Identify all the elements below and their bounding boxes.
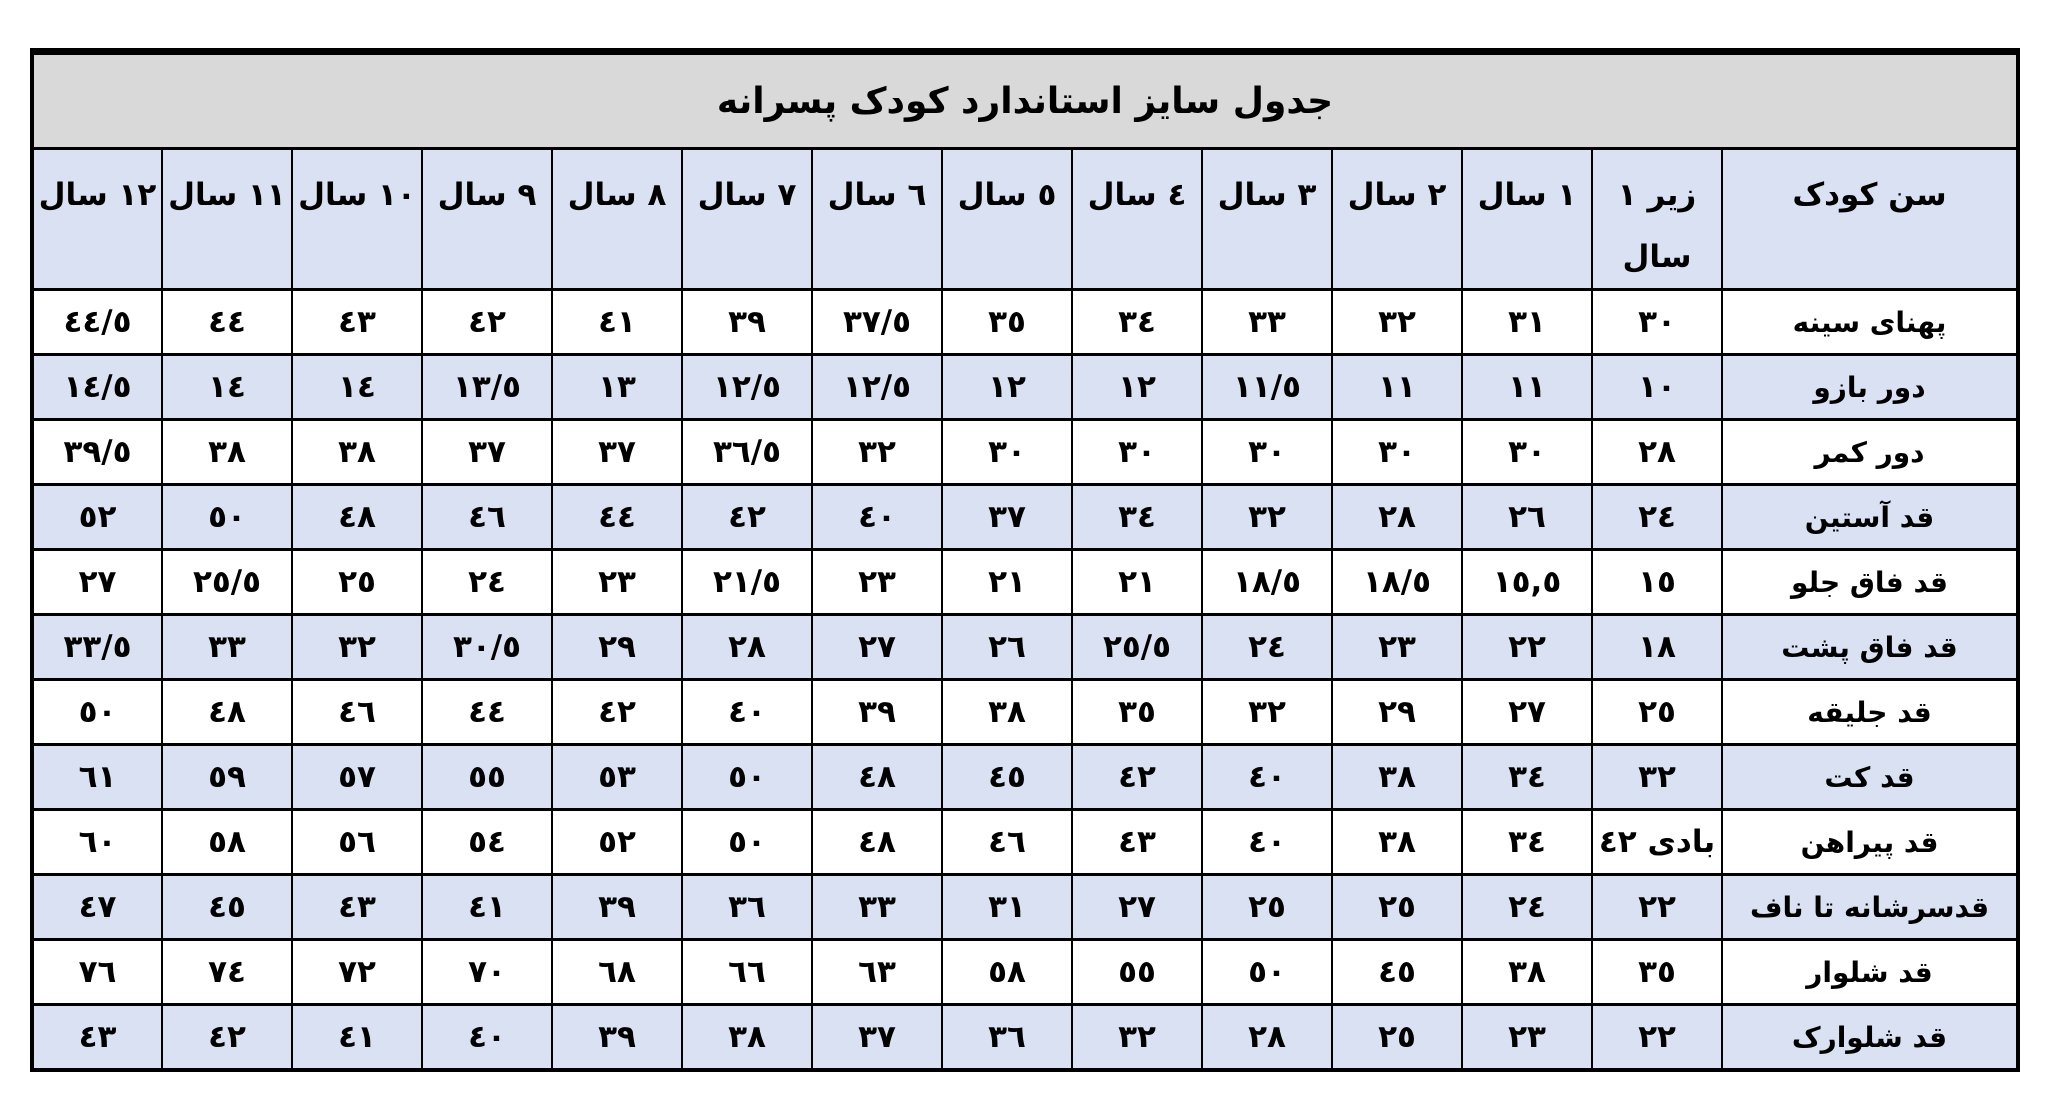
size-value-cell: ٤٠	[422, 1005, 552, 1071]
size-value-cell: ٢٦	[942, 615, 1072, 680]
size-value-cell: ٤٨	[292, 485, 422, 550]
size-value-cell: ٣٣	[162, 615, 292, 680]
size-value-cell: ٥٠	[32, 680, 162, 745]
size-value-cell: ٢٥	[1332, 875, 1462, 940]
size-value-cell: ٤٢	[682, 485, 812, 550]
size-value-cell: ٢٣	[812, 550, 942, 615]
size-value-cell: ٣٠	[1592, 290, 1722, 355]
size-value-cell: ٥٧	[292, 745, 422, 810]
size-value-cell: ٤٥	[162, 875, 292, 940]
size-value-cell: ٤١	[552, 290, 682, 355]
table-head	[32, 52, 2018, 290]
size-value-cell: ٤١	[292, 1005, 422, 1071]
size-value-cell: ٣٩	[552, 875, 682, 940]
size-value-cell: ٢٨	[1202, 1005, 1332, 1071]
size-value-cell: ١٤/٥	[32, 355, 162, 420]
size-value-cell: ٣٢	[812, 420, 942, 485]
size-value-cell: ٤٠	[1202, 810, 1332, 875]
size-value-cell: ٢٥	[1592, 680, 1722, 745]
size-value-cell: ٤٢	[422, 290, 552, 355]
size-value-cell: ٢٣	[552, 550, 682, 615]
size-value-cell: ٣٨	[162, 420, 292, 485]
size-value-cell: ٤٤/٥	[32, 290, 162, 355]
table-row	[32, 420, 2018, 485]
size-value-cell: ٢٥	[1202, 875, 1332, 940]
size-value-cell: ٢٢	[1592, 1005, 1722, 1071]
size-value-cell: ٢٨	[1332, 485, 1462, 550]
size-value-cell: ٣٣/٥	[32, 615, 162, 680]
size-value-cell: ٣٨	[292, 420, 422, 485]
size-value-cell: ١٢/٥	[812, 355, 942, 420]
size-value-cell: ٢١	[1072, 550, 1202, 615]
size-value-cell: ٣٧	[942, 485, 1072, 550]
size-value-cell: ٢٦	[1462, 485, 1592, 550]
size-value-cell: ٤٤	[552, 485, 682, 550]
size-value-cell: ٥٥	[1072, 940, 1202, 1005]
size-value-cell: ٣٧	[422, 420, 552, 485]
table-row	[32, 680, 2018, 745]
size-value-cell: ٣٢	[1072, 1005, 1202, 1071]
table-row	[32, 615, 2018, 680]
size-value-cell: ٣٢	[1332, 290, 1462, 355]
size-value-cell: ٥٢	[32, 485, 162, 550]
size-value-cell: ١٥	[1592, 550, 1722, 615]
size-value-cell: ٤٢	[162, 1005, 292, 1071]
table-row	[32, 290, 2018, 355]
size-value-cell: ٥٨	[162, 810, 292, 875]
size-value-cell: ٣٨	[1462, 940, 1592, 1005]
size-value-cell: ٣٢	[1592, 745, 1722, 810]
size-value-cell: ٢٩	[552, 615, 682, 680]
size-value-cell: ٤٦	[422, 485, 552, 550]
size-value-cell: ٦٠	[32, 810, 162, 875]
size-value-cell: ١٠	[1592, 355, 1722, 420]
size-value-cell: ٣٠	[1202, 420, 1332, 485]
size-value-cell: ٣١	[1462, 290, 1592, 355]
size-value-cell: ٣٠	[1332, 420, 1462, 485]
age-column-header: ١ سال	[1462, 149, 1592, 290]
size-value-cell: ٤٧	[32, 875, 162, 940]
size-value-cell: ٣٩/٥	[32, 420, 162, 485]
title-row	[32, 52, 2018, 149]
size-value-cell: ٢١/٥	[682, 550, 812, 615]
age-column-header: ١٠ سال	[292, 149, 422, 290]
table-row	[32, 745, 2018, 810]
size-value-cell: ٢٧	[1462, 680, 1592, 745]
size-value-cell: ٢٤	[422, 550, 552, 615]
size-value-cell: ٣٩	[552, 1005, 682, 1071]
size-value-cell: ٢٥/٥	[1072, 615, 1202, 680]
size-value-cell: ٤٠	[682, 680, 812, 745]
size-value-cell: ٣٠/٥	[422, 615, 552, 680]
size-value-cell: ٦٣	[812, 940, 942, 1005]
size-value-cell: ٥٣	[552, 745, 682, 810]
size-value-cell: ٣٠	[1462, 420, 1592, 485]
size-value-cell: ٧٤	[162, 940, 292, 1005]
size-value-cell: ١٣	[552, 355, 682, 420]
size-value-cell: ٢٧	[1072, 875, 1202, 940]
size-value-cell: ١٢	[1072, 355, 1202, 420]
size-value-cell: ١٢	[942, 355, 1072, 420]
corner-header-child-age: سن کودک	[1722, 149, 2018, 290]
age-column-header: ٣ سال	[1202, 149, 1332, 290]
size-value-cell: ٣٧	[812, 1005, 942, 1071]
size-value-cell: ٥٤	[422, 810, 552, 875]
size-value-cell: ٣٤	[1462, 745, 1592, 810]
size-value-cell: ٥٦	[292, 810, 422, 875]
age-column-header: ٧ سال	[682, 149, 812, 290]
age-column-header: ٦ سال	[812, 149, 942, 290]
size-value-cell: ٦١	[32, 745, 162, 810]
size-value-cell: ٢٤	[1462, 875, 1592, 940]
row-label: قد شلوارک	[1722, 1005, 2018, 1071]
size-value-cell: ٣٤	[1072, 290, 1202, 355]
size-value-cell: ٢٣	[1462, 1005, 1592, 1071]
size-value-cell: ٢٩	[1332, 680, 1462, 745]
size-value-cell: ٣٦	[682, 875, 812, 940]
row-label: قد فاق جلو	[1722, 550, 2018, 615]
age-column-header: ١٢ سال	[32, 149, 162, 290]
size-value-cell: ١٣/٥	[422, 355, 552, 420]
size-value-cell: ٣٣	[812, 875, 942, 940]
size-value-cell: ٣٦	[942, 1005, 1072, 1071]
size-value-cell: ٤٣	[32, 1005, 162, 1071]
table-row	[32, 875, 2018, 940]
size-value-cell: ٣٤	[1072, 485, 1202, 550]
size-value-cell: ٢٥/٥	[162, 550, 292, 615]
row-label: دور بازو	[1722, 355, 2018, 420]
size-value-cell: ٣٨	[1332, 810, 1462, 875]
size-value-cell: ٤٠	[812, 485, 942, 550]
size-value-cell: ٧٢	[292, 940, 422, 1005]
size-value-cell: ٣٥	[1592, 940, 1722, 1005]
size-value-cell: ٣٧	[552, 420, 682, 485]
table-row	[32, 485, 2018, 550]
size-value-cell: ٦٦	[682, 940, 812, 1005]
size-value-cell: ٣٢	[292, 615, 422, 680]
size-value-cell: ٣٨	[682, 1005, 812, 1071]
size-value-cell: ٢٥	[1332, 1005, 1462, 1071]
size-value-cell: ٢٣	[1332, 615, 1462, 680]
size-value-cell: ١٨/٥	[1202, 550, 1332, 615]
size-value-cell: ١٤	[292, 355, 422, 420]
size-value-cell: ٢١	[942, 550, 1072, 615]
size-value-cell: ١١	[1462, 355, 1592, 420]
size-value-cell: ٢٢	[1592, 875, 1722, 940]
size-value-cell: ٤٠	[1202, 745, 1332, 810]
age-column-header: ٤ سال	[1072, 149, 1202, 290]
header-row	[32, 149, 2018, 290]
size-value-cell: ٣١	[942, 875, 1072, 940]
size-value-cell: ٤٢	[552, 680, 682, 745]
size-value-cell: ١٨	[1592, 615, 1722, 680]
size-value-cell: ٣٥	[1072, 680, 1202, 745]
row-label: پهنای سینه	[1722, 290, 2018, 355]
size-value-cell: ٥٩	[162, 745, 292, 810]
size-value-cell: ٥٠	[682, 810, 812, 875]
size-value-cell: ٣٣	[1202, 290, 1332, 355]
age-column-header: زیر ١ سال	[1592, 149, 1722, 290]
size-value-cell: ٣٢	[1202, 680, 1332, 745]
size-value-cell: ٤٤	[422, 680, 552, 745]
size-value-cell: ٤٤	[162, 290, 292, 355]
size-value-cell: ١١	[1332, 355, 1462, 420]
age-column-header: ٥ سال	[942, 149, 1072, 290]
size-value-cell: ٢٨	[1592, 420, 1722, 485]
size-value-cell: ٣٠	[1072, 420, 1202, 485]
size-value-cell: ٤٥	[1332, 940, 1462, 1005]
size-value-cell: ٢٤	[1202, 615, 1332, 680]
size-value-cell: ٥٨	[942, 940, 1072, 1005]
size-value-cell: ١٨/٥	[1332, 550, 1462, 615]
size-value-cell: ٣٨	[1332, 745, 1462, 810]
size-value-cell: ٣٢	[1202, 485, 1332, 550]
size-value-cell: ٥٠	[682, 745, 812, 810]
size-value-cell: ٤٦	[942, 810, 1072, 875]
size-value-cell: ٤٥	[942, 745, 1072, 810]
size-value-cell: ٢٧	[812, 615, 942, 680]
size-value-cell: ٢٤	[1592, 485, 1722, 550]
size-value-cell: ٣٧/٥	[812, 290, 942, 355]
size-value-cell: ٤١	[422, 875, 552, 940]
size-value-cell: ٢٨	[682, 615, 812, 680]
size-value-cell: ١٤	[162, 355, 292, 420]
size-value-cell: ١٥,٥	[1462, 550, 1592, 615]
size-value-cell: ٤٨	[812, 745, 942, 810]
table-row	[32, 550, 2018, 615]
age-column-header: ٩ سال	[422, 149, 552, 290]
table-row	[32, 355, 2018, 420]
row-label: قد کت	[1722, 745, 2018, 810]
table-body	[32, 290, 2018, 1071]
size-value-cell: ٤٣	[292, 875, 422, 940]
size-value-cell: ٤٣	[1072, 810, 1202, 875]
table-row	[32, 810, 2018, 875]
size-value-cell: ٤٨	[812, 810, 942, 875]
size-value-cell: ٤٨	[162, 680, 292, 745]
age-column-header: ٢ سال	[1332, 149, 1462, 290]
size-value-cell: ٤٦	[292, 680, 422, 745]
row-label: قد شلوار	[1722, 940, 2018, 1005]
size-value-cell: ٥٠	[1202, 940, 1332, 1005]
size-value-cell: ٦٨	[552, 940, 682, 1005]
size-value-cell: ٣٦/٥	[682, 420, 812, 485]
table-row	[32, 940, 2018, 1005]
row-label: قد جلیقه	[1722, 680, 2018, 745]
size-value-cell: ٢٥	[292, 550, 422, 615]
size-value-cell: ٤٣	[292, 290, 422, 355]
row-label: دور کمر	[1722, 420, 2018, 485]
row-label: قد آستین	[1722, 485, 2018, 550]
size-value-cell: ٥٢	[552, 810, 682, 875]
age-column-header: ٨ سال	[552, 149, 682, 290]
size-value-cell: ٥٥	[422, 745, 552, 810]
size-value-cell: ٢٢	[1462, 615, 1592, 680]
size-value-cell: ٣٨	[942, 680, 1072, 745]
size-value-cell: ٥٠	[162, 485, 292, 550]
size-value-cell: ٤٢	[1072, 745, 1202, 810]
size-value-cell: ٣٥	[942, 290, 1072, 355]
row-label: قدسرشانه تا ناف	[1722, 875, 2018, 940]
table-row	[32, 1005, 2018, 1071]
size-value-cell: ٧٦	[32, 940, 162, 1005]
size-value-cell: ١١/٥	[1202, 355, 1332, 420]
size-value-cell: ٢٧	[32, 550, 162, 615]
size-value-cell: ٣٩	[682, 290, 812, 355]
row-label: قد پیراهن	[1722, 810, 2018, 875]
size-value-cell: ٣٤	[1462, 810, 1592, 875]
row-label: قد فاق پشت	[1722, 615, 2018, 680]
size-value-cell: ٣٩	[812, 680, 942, 745]
size-value-cell: بادی ٤٢	[1592, 810, 1722, 875]
size-value-cell: ٧٠	[422, 940, 552, 1005]
table-title: جدول سایز استاندارد کودک پسرانه	[32, 52, 2018, 149]
size-chart-table	[30, 48, 2020, 1072]
size-value-cell: ١٢/٥	[682, 355, 812, 420]
age-column-header: ١١ سال	[162, 149, 292, 290]
size-value-cell: ٣٠	[942, 420, 1072, 485]
